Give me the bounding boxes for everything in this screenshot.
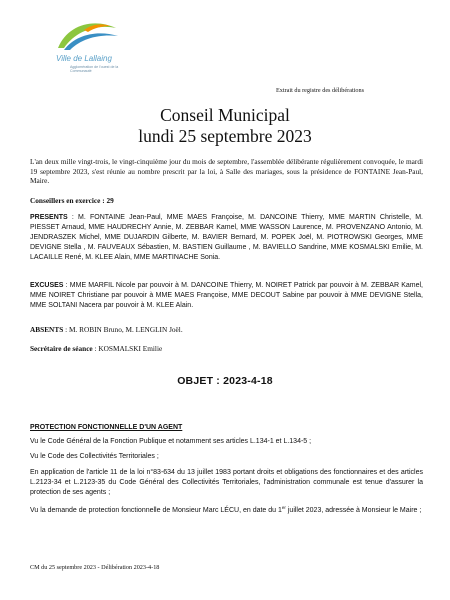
- section-title: PROTECTION FONCTIONNELLE D'UN AGENT: [30, 424, 183, 431]
- request-paragraph: [30, 506, 423, 516]
- presents-paragraph: [30, 213, 423, 263]
- councillors-count: Conseillers en exercice : 29: [30, 196, 114, 205]
- logo-swoosh-icon: [54, 18, 120, 54]
- absents-text: : M. ROBIN Bruno, M. LENGLIN Joël.: [63, 325, 183, 334]
- deliberation-subject: OBJET : 2023-4-18: [177, 375, 273, 387]
- excuses-text: : MME MARFIL Nicole par pouvoir à M. DANCOINE Thierry, M. NOIRET Patrick par pouvoir à M. ZEBBAR Kamel, MME NOIRET Christiane par pouvoir à MME MAES Françoise, MME DECOUT Sabine par pouvoir à MME DEVIGNE Stella, MME SOLTANI Nacera par pouvoir à M. KLEE Alain.: [30, 282, 423, 309]
- logo-tagline: Agglomération de l'ouest de la Communauté: [70, 65, 119, 74]
- legal-basis-paragraph-1: Vu le Code Général de la Fonction Publique et notamment ses articles L.134-1 et L.134-5 ;: [30, 438, 312, 445]
- logo-name: Ville de Lallaing: [56, 54, 112, 63]
- page-footer: CM du 25 septembre 2023 - Délibération 2023-4-18: [30, 564, 160, 571]
- presents-text: : M. FONTAINE Jean-Paul, MME MAES Françoise, M. DANCOINE Thierry, MME MARTIN Christelle, M. PIESSET Arnaud, MME HAUDRECHY Annie, M. ZEBBAR Kamel, MME WASSON Laurence, M. PROVENZANO Antonio, M. JENDRASZEK Michel, MME DUJARDIN Gilberte, M. BAVIER Bernard, M. POPEK Joël, M. PIOTROWSKI Georges, MME DEVIGNE Stella , M. FAUVEAUX Sébastien, M. BASTIEN Guillaume , M. BAVIELLO Sandrine, MME KOSMALSKI Emilie, M. LACAILLE René, M. KLEE Alain, MME MARTINACHE Sonia.: [30, 214, 423, 261]
- request-text-start: Vu la demande de protection fonctionnelle de Monsieur Marc LÉCU, en date du 1: [30, 507, 282, 514]
- excuses-label: EXCUSES: [30, 282, 64, 289]
- request-text-end: juillet 2023, adressée à Monsieur le Maire ;: [285, 507, 422, 514]
- document-date: lundi 25 septembre 2023: [138, 126, 312, 146]
- register-extract-label: Extrait du registre des délibérations: [276, 87, 364, 94]
- secretary-text: : KOSMALSKI Emilie: [92, 344, 163, 353]
- legal-basis-paragraph-2: Vu le Code des Collectivités Territoriales ;: [30, 453, 159, 460]
- absents-paragraph: [30, 325, 423, 335]
- legal-basis-paragraph-3: En application de l'article 11 de la loi n°83-634 du 13 juillet 1983 portant droits et obligations des fonctionnaires et des articles L.2123-34 et L.2123-35 du Code Général des Collectivités Territoriales, l'administration communale est tenue d'assurer la protection de ses agents ;: [30, 469, 423, 496]
- presents-label: PRESENTS: [30, 214, 68, 221]
- secretary-paragraph: [30, 344, 423, 354]
- excuses-paragraph: [30, 281, 423, 311]
- intro-paragraph: L'an deux mille vingt-trois, le vingt-cinquième jour du mois de septembre, l'assemblée délibérante régulièrement convoquée, le mardi 19 septembre 2023, s'est réunie au nombre prescrit par la loi, à Salle des mariages, sous la présidence de FONTAINE Jean-Paul, Maire.: [30, 157, 423, 186]
- document-title: Conseil Municipal: [160, 105, 290, 125]
- absents-label: ABSENTS: [30, 325, 64, 334]
- ordinal-suffix: er: [281, 505, 286, 510]
- secretary-label: Secrétaire de séance: [30, 344, 93, 353]
- city-logo: [52, 18, 122, 93]
